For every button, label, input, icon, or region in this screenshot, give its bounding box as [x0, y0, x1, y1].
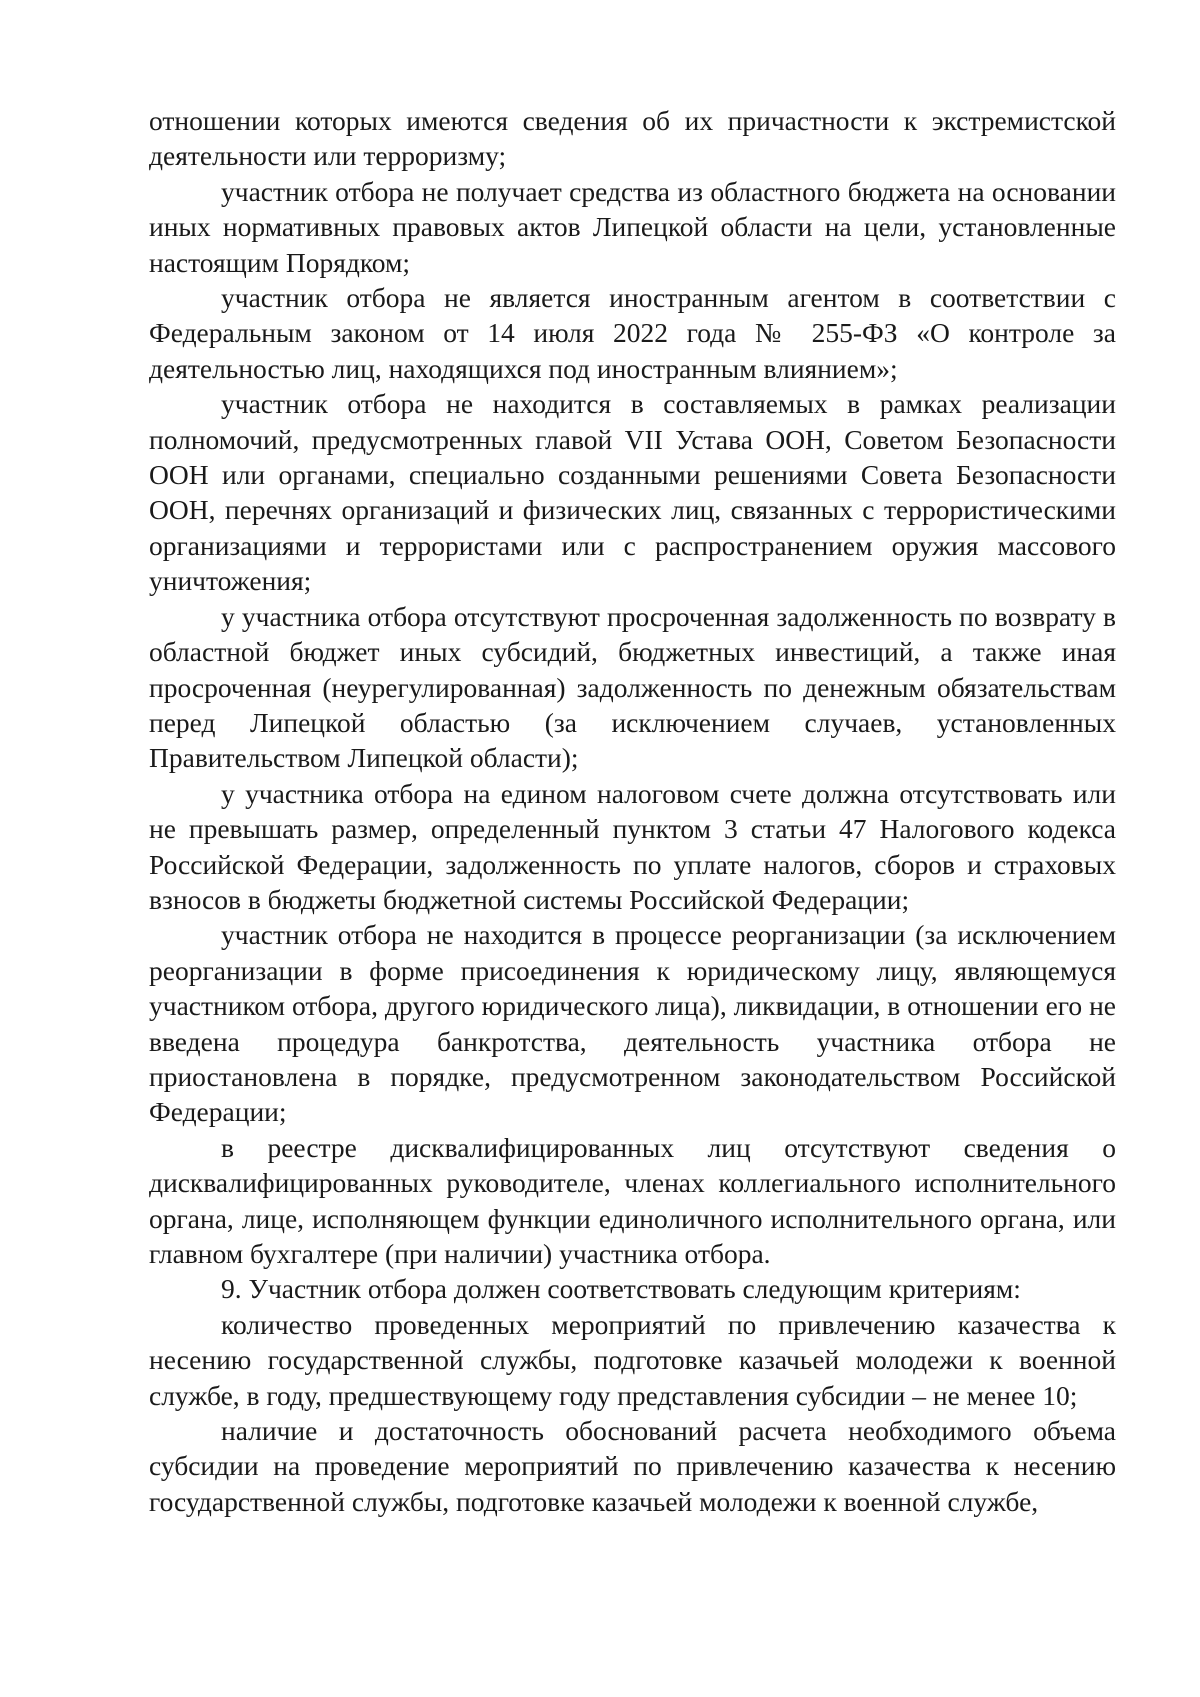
paragraph-8: в реестре дисквалифицированных лиц отсутствуют сведения о дисквалифицированных руководителе, членах коллегиального исполнительного органа, лице, исполняющем функции единоличного исполнительного органа, или главном бухгалтере (при наличии) участника отбора.	[149, 1131, 1116, 1269]
paragraph-1: отношении которых имеются сведения об их причастности к экстремистской деятельности или терроризму;	[149, 105, 1116, 172]
paragraph-6: у участника отбора на едином налоговом счете должна отсутствовать или не превышать размер, определенный пунктом 3 статьи 47 Налогового кодекса Российской Федерации, задолженность по уплате налогов, сборов и страховых взносов в бюджеты бюджетной системы Российской Федерации;	[149, 777, 1116, 915]
paragraph-7: участник отбора не находится в процессе реорганизации (за исключением реорганизации в форме присоединения к юридическому лицу, являющемуся участником отбора, другого юридического лица), ликвидации, в отношении его не введена процедура банкротства, деятельность участника отбора не приостановлена в порядке, предусмотренном законодательством Российской Федерации;	[149, 919, 1116, 1128]
document-body	[149, 103, 1116, 1519]
paragraph-5: у участника отбора отсутствуют просроченная задолженность по возврату в областной бюджет иных субсидий, бюджетных инвестиций, а также иная просроченная (неурегулированная) задолженность по денежным обязательствам перед Липецкой областью (за исключением случаев, установленных Правительством Липецкой области);	[149, 600, 1116, 774]
paragraph-11: наличие и достаточность обоснований расчета необходимого объема субсидии на проведение мероприятий по привлечению казачества к несению государственной службы, подготовке казачьей молодежи к военной службе,	[149, 1415, 1116, 1517]
paragraph-3: участник отбора не является иностранным агентом в соответствии с Федеральным законом от 14 июля 2022 года № 255-ФЗ «О контроле за деятельностью лиц, находящихся под иностранным влиянием»;	[149, 282, 1116, 384]
paragraph-4: участник отбора не находится в составляемых в рамках реализации полномочий, предусмотренных главой VII Устава ООН, Советом Безопасности ООН или органами, специально созданными решениями Совета Безопасности ООН, перечнях организаций и физических лиц, связанных с террористическими организациями и террористами или с распространением оружия массового уничтожения;	[149, 388, 1116, 597]
paragraph-10: количество проведенных мероприятий по привлечению казачества к несению государственной службы, подготовке казачьей молодежи к военной службе, в году, предшествующему году представления субсидии – не менее 10;	[149, 1308, 1116, 1411]
paragraph-9-heading: 9. Участник отбора должен соответствовать следующим критериям:	[221, 1273, 1021, 1305]
paragraph-2: участник отбора не получает средства из областного бюджета на основании иных нормативных правовых актов Липецкой области на цели, установленные настоящим Порядком;	[149, 175, 1116, 278]
